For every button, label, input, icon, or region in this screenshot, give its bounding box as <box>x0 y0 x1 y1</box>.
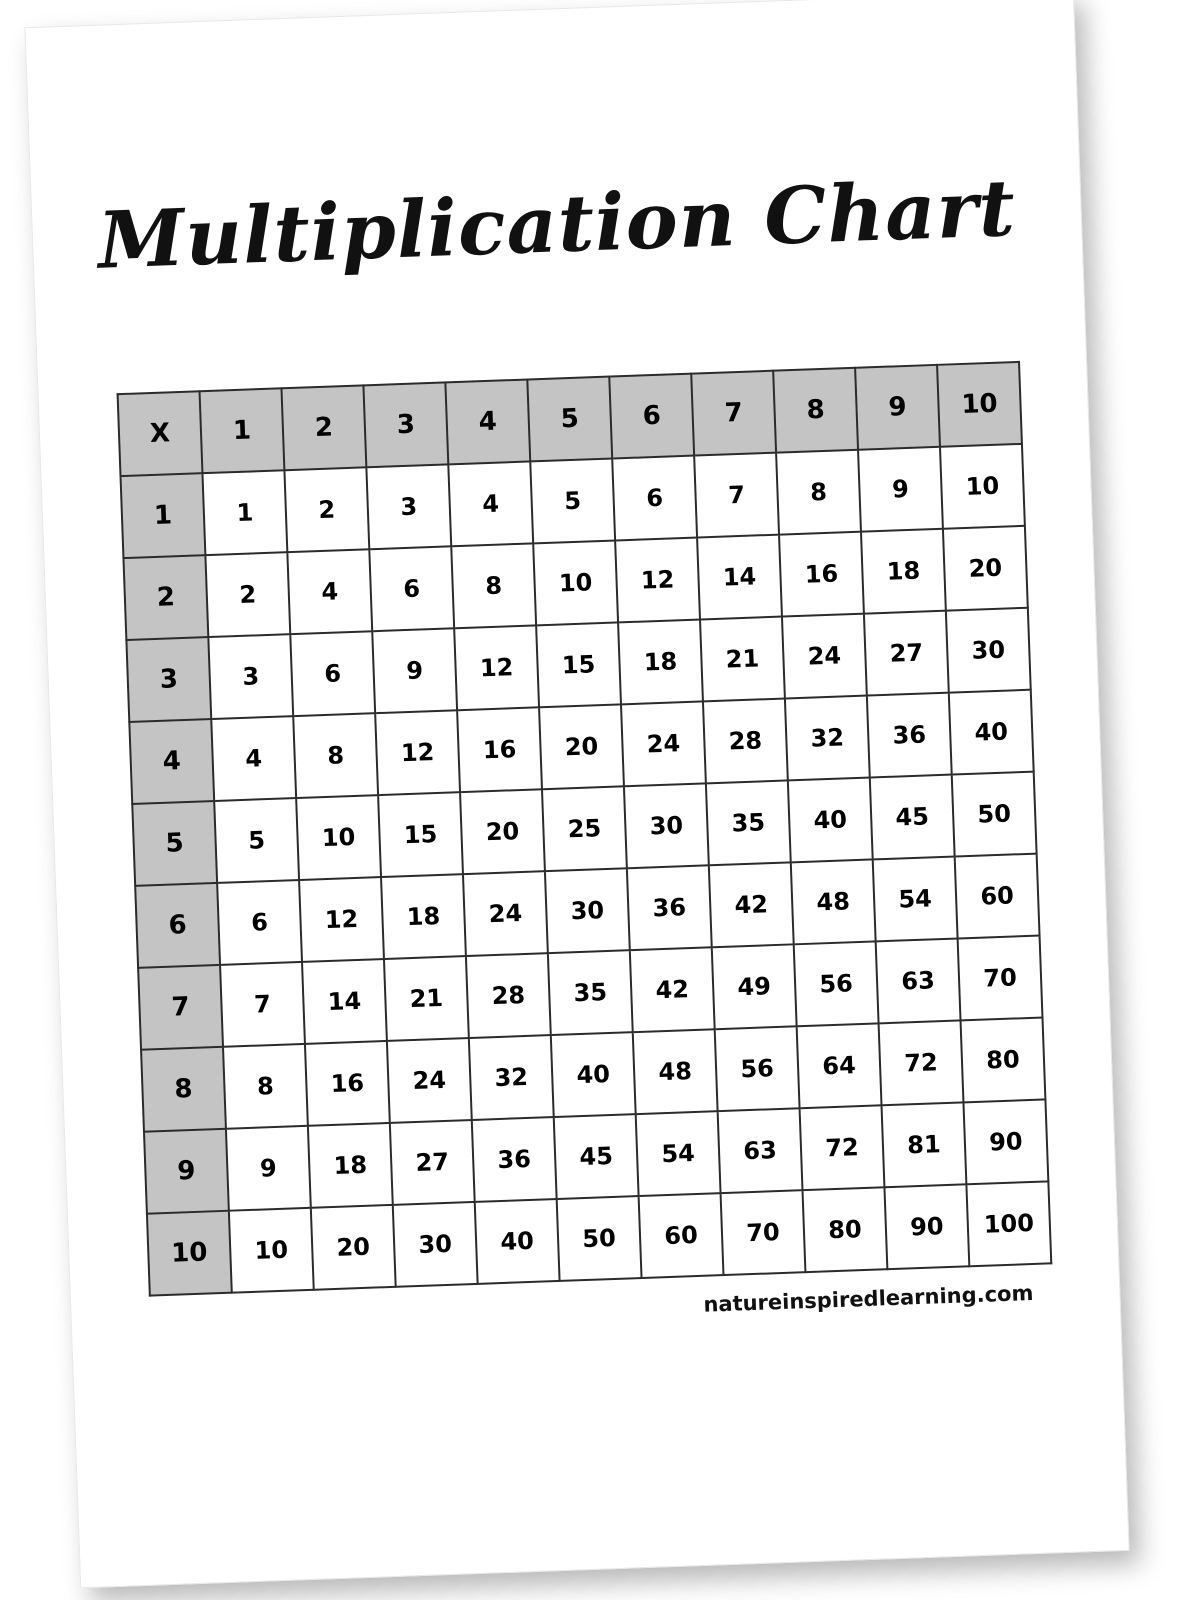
cell-4-5: 20 <box>539 704 624 789</box>
cell-9-1: 9 <box>226 1126 311 1211</box>
cell-3-1: 3 <box>208 634 293 719</box>
cell-9-7: 63 <box>718 1108 803 1193</box>
column-header-5: 5 <box>527 377 612 462</box>
corner-cell: X <box>118 391 203 476</box>
cell-7-9: 63 <box>876 938 961 1023</box>
cell-4-6: 24 <box>621 701 706 786</box>
cell-1-5: 5 <box>530 459 615 544</box>
cell-7-7: 49 <box>712 944 797 1029</box>
column-header-9: 9 <box>855 365 940 450</box>
cell-5-6: 30 <box>624 783 709 868</box>
cell-4-10: 40 <box>949 690 1034 775</box>
cell-7-8: 56 <box>794 941 879 1026</box>
column-header-10: 10 <box>937 362 1022 447</box>
cell-10-7: 70 <box>721 1190 806 1275</box>
cell-8-5: 40 <box>551 1032 636 1117</box>
cell-4-4: 16 <box>457 707 542 792</box>
column-header-6: 6 <box>609 374 694 459</box>
row-header-4: 4 <box>129 719 214 804</box>
cell-2-2: 4 <box>287 549 372 634</box>
cell-4-1: 4 <box>211 716 296 801</box>
cell-2-10: 20 <box>943 526 1028 611</box>
cell-2-5: 10 <box>533 540 618 625</box>
cell-3-8: 24 <box>782 614 867 699</box>
row-header-6: 6 <box>135 883 220 968</box>
cell-1-9: 9 <box>858 447 943 532</box>
cell-9-9: 81 <box>882 1102 967 1187</box>
row-header-9: 9 <box>144 1129 229 1214</box>
cell-8-10: 80 <box>961 1017 1046 1102</box>
cell-6-8: 48 <box>791 859 876 944</box>
row-header-3: 3 <box>126 637 211 722</box>
cell-5-10: 50 <box>952 772 1037 857</box>
cell-8-9: 72 <box>879 1020 964 1105</box>
cell-9-4: 36 <box>472 1117 557 1202</box>
cell-7-6: 42 <box>630 947 715 1032</box>
cell-6-1: 6 <box>217 880 302 965</box>
cell-9-3: 27 <box>390 1120 475 1205</box>
cell-1-6: 6 <box>612 456 697 541</box>
cell-7-4: 28 <box>466 953 551 1038</box>
cell-8-4: 32 <box>469 1035 554 1120</box>
cell-9-5: 45 <box>554 1114 639 1199</box>
cell-5-2: 10 <box>296 795 381 880</box>
cell-5-8: 40 <box>788 778 873 863</box>
cell-3-9: 27 <box>864 611 949 696</box>
cell-5-4: 20 <box>460 789 545 874</box>
cell-5-9: 45 <box>870 775 955 860</box>
row-header-5: 5 <box>132 801 217 886</box>
cell-2-1: 2 <box>205 552 290 637</box>
cell-5-3: 15 <box>378 792 463 877</box>
cell-3-10: 30 <box>946 608 1031 693</box>
cell-6-9: 54 <box>873 857 958 942</box>
cell-3-6: 18 <box>618 619 703 704</box>
cell-2-3: 6 <box>369 546 454 631</box>
table-body <box>121 444 1052 1296</box>
cell-4-8: 32 <box>785 696 870 781</box>
cell-9-10: 90 <box>963 1099 1048 1184</box>
row-header-10: 10 <box>147 1211 232 1296</box>
row-header-7: 7 <box>138 965 223 1050</box>
cell-10-10: 100 <box>966 1181 1051 1266</box>
column-header-8: 8 <box>773 368 858 453</box>
column-header-2: 2 <box>281 385 366 470</box>
cell-5-7: 35 <box>706 780 791 865</box>
multiplication-chart <box>117 362 1035 1297</box>
cell-10-1: 10 <box>229 1208 314 1293</box>
cell-4-9: 36 <box>867 693 952 778</box>
multiplication-table <box>117 361 1053 1297</box>
cell-1-8: 8 <box>776 450 861 535</box>
cell-8-1: 8 <box>223 1044 308 1129</box>
cell-1-2: 2 <box>284 467 369 552</box>
cell-6-3: 18 <box>381 874 466 959</box>
cell-7-1: 7 <box>220 962 305 1047</box>
cell-6-4: 24 <box>463 871 548 956</box>
page-title: Multiplication Chart <box>96 162 1018 287</box>
cell-10-6: 60 <box>639 1193 724 1278</box>
cell-2-8: 16 <box>779 532 864 617</box>
cell-8-8: 64 <box>797 1023 882 1108</box>
cell-3-2: 6 <box>290 631 375 716</box>
column-header-4: 4 <box>445 380 530 465</box>
cell-8-7: 56 <box>715 1026 800 1111</box>
row-header-2: 2 <box>123 555 208 640</box>
cell-1-4: 4 <box>448 461 533 546</box>
cell-4-2: 8 <box>293 713 378 798</box>
cell-3-3: 9 <box>372 628 457 713</box>
cell-9-8: 72 <box>800 1105 885 1190</box>
cell-3-4: 12 <box>454 625 539 710</box>
column-header-7: 7 <box>691 371 776 456</box>
cell-8-6: 48 <box>633 1029 718 1114</box>
column-header-1: 1 <box>200 388 285 473</box>
column-header-3: 3 <box>363 382 448 467</box>
cell-10-9: 90 <box>884 1184 969 1269</box>
cell-10-5: 50 <box>557 1196 642 1281</box>
row-header-8: 8 <box>141 1047 226 1132</box>
cell-7-2: 14 <box>302 959 387 1044</box>
cell-8-2: 16 <box>305 1041 390 1126</box>
cell-10-2: 20 <box>311 1205 396 1290</box>
cell-9-6: 54 <box>636 1111 721 1196</box>
cell-6-7: 42 <box>709 862 794 947</box>
cell-8-3: 24 <box>387 1038 472 1123</box>
row-header-1: 1 <box>121 473 206 558</box>
cell-7-10: 70 <box>958 936 1043 1021</box>
cell-5-1: 5 <box>214 798 299 883</box>
sheet-content <box>25 0 1128 1587</box>
cell-6-10: 60 <box>955 854 1040 939</box>
cell-9-2: 18 <box>308 1123 393 1208</box>
cell-10-8: 80 <box>802 1187 887 1272</box>
cell-1-3: 3 <box>366 464 451 549</box>
cell-7-3: 21 <box>384 956 469 1041</box>
cell-6-6: 36 <box>627 865 712 950</box>
cell-3-5: 15 <box>536 622 621 707</box>
cell-2-7: 14 <box>697 535 782 620</box>
cell-5-5: 25 <box>542 786 627 871</box>
cell-3-7: 21 <box>700 617 785 702</box>
cell-4-3: 12 <box>375 710 460 795</box>
cell-6-2: 12 <box>299 877 384 962</box>
cell-6-5: 30 <box>545 868 630 953</box>
cell-7-5: 35 <box>548 950 633 1035</box>
cell-1-7: 7 <box>694 453 779 538</box>
cell-10-3: 30 <box>393 1202 478 1287</box>
cell-10-4: 40 <box>475 1199 560 1284</box>
cell-1-10: 10 <box>940 444 1025 529</box>
website-credit: natureinspiredlearning.com <box>703 1281 1034 1317</box>
cell-1-1: 1 <box>202 470 287 555</box>
cell-2-9: 18 <box>861 529 946 614</box>
cell-2-6: 12 <box>615 538 700 623</box>
cell-2-4: 8 <box>451 543 536 628</box>
cell-4-7: 28 <box>703 699 788 784</box>
printable-sheet <box>24 0 1129 1588</box>
